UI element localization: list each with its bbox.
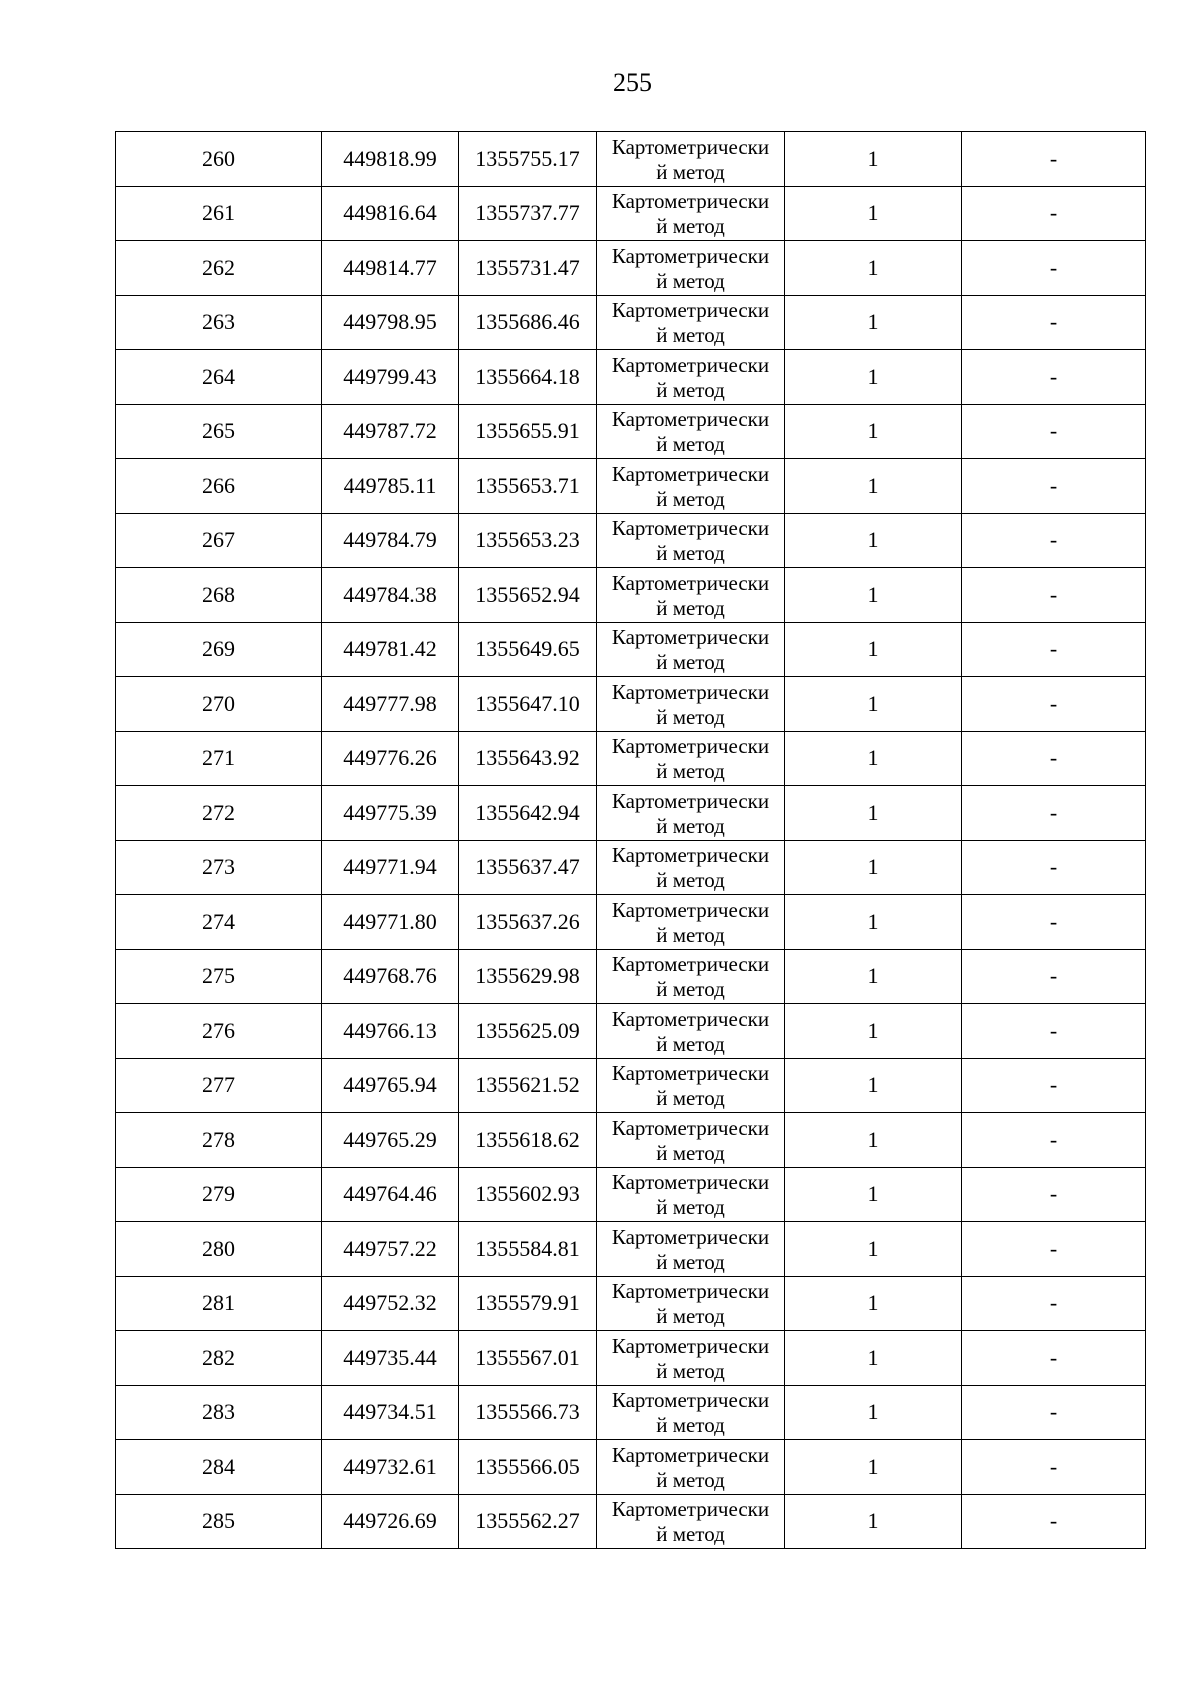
y-coordinate-cell: 1355653.71: [459, 459, 597, 514]
x-coordinate-cell: 449775.39: [322, 786, 459, 841]
method-cell: Картометрически й метод: [597, 1494, 785, 1549]
note-cell: -: [962, 840, 1146, 895]
y-coordinate-cell: 1355664.18: [459, 350, 597, 405]
y-coordinate-cell: 1355642.94: [459, 786, 597, 841]
point-number-cell: 269: [116, 622, 322, 677]
note-cell: -: [962, 731, 1146, 786]
accuracy-cell: 1: [785, 1113, 962, 1168]
method-cell: Картометрически й метод: [597, 622, 785, 677]
note-cell: -: [962, 404, 1146, 459]
accuracy-cell: 1: [785, 241, 962, 296]
y-coordinate-cell: 1355686.46: [459, 295, 597, 350]
x-coordinate-cell: 449784.38: [322, 568, 459, 623]
accuracy-cell: 1: [785, 1385, 962, 1440]
accuracy-cell: 1: [785, 1004, 962, 1059]
y-coordinate-cell: 1355755.17: [459, 132, 597, 187]
method-cell: Картометрически й метод: [597, 1167, 785, 1222]
method-cell: Картометрически й метод: [597, 1113, 785, 1168]
method-cell: Картометрически й метод: [597, 513, 785, 568]
method-cell: Картометрически й метод: [597, 1385, 785, 1440]
table-row: [116, 1222, 1146, 1277]
method-cell: Картометрически й метод: [597, 1058, 785, 1113]
y-coordinate-cell: 1355737.77: [459, 186, 597, 241]
method-cell: Картометрически й метод: [597, 1004, 785, 1059]
x-coordinate-cell: 449764.46: [322, 1167, 459, 1222]
point-number-cell: 265: [116, 404, 322, 459]
y-coordinate-cell: 1355584.81: [459, 1222, 597, 1277]
table-row: [116, 786, 1146, 841]
y-coordinate-cell: 1355562.27: [459, 1494, 597, 1549]
accuracy-cell: 1: [785, 840, 962, 895]
table-body: [116, 132, 1146, 1549]
method-cell: Картометрически й метод: [597, 132, 785, 187]
method-cell: Картометрически й метод: [597, 568, 785, 623]
x-coordinate-cell: 449798.95: [322, 295, 459, 350]
x-coordinate-cell: 449726.69: [322, 1494, 459, 1549]
table-row: [116, 404, 1146, 459]
coordinates-table: [115, 131, 1146, 1549]
y-coordinate-cell: 1355731.47: [459, 241, 597, 296]
method-cell: Картометрически й метод: [597, 459, 785, 514]
method-cell: Картометрически й метод: [597, 731, 785, 786]
note-cell: -: [962, 1004, 1146, 1059]
method-cell: Картометрически й метод: [597, 1222, 785, 1277]
table-row: [116, 1494, 1146, 1549]
x-coordinate-cell: 449734.51: [322, 1385, 459, 1440]
table-row: [116, 1058, 1146, 1113]
point-number-cell: 276: [116, 1004, 322, 1059]
point-number-cell: 284: [116, 1440, 322, 1495]
note-cell: -: [962, 1494, 1146, 1549]
y-coordinate-cell: 1355625.09: [459, 1004, 597, 1059]
note-cell: -: [962, 186, 1146, 241]
table-row: [116, 132, 1146, 187]
table-row: [116, 840, 1146, 895]
note-cell: -: [962, 1113, 1146, 1168]
accuracy-cell: 1: [785, 404, 962, 459]
table-row: [116, 186, 1146, 241]
accuracy-cell: 1: [785, 1440, 962, 1495]
table-row: [116, 568, 1146, 623]
accuracy-cell: 1: [785, 513, 962, 568]
note-cell: -: [962, 1331, 1146, 1386]
x-coordinate-cell: 449765.29: [322, 1113, 459, 1168]
table-row: [116, 1276, 1146, 1331]
x-coordinate-cell: 449765.94: [322, 1058, 459, 1113]
method-cell: Картометрически й метод: [597, 295, 785, 350]
accuracy-cell: 1: [785, 1058, 962, 1113]
table-row: [116, 622, 1146, 677]
accuracy-cell: 1: [785, 1167, 962, 1222]
x-coordinate-cell: 449771.94: [322, 840, 459, 895]
y-coordinate-cell: 1355618.62: [459, 1113, 597, 1168]
y-coordinate-cell: 1355629.98: [459, 949, 597, 1004]
method-cell: Картометрически й метод: [597, 350, 785, 405]
point-number-cell: 264: [116, 350, 322, 405]
note-cell: -: [962, 1440, 1146, 1495]
table-row: [116, 1004, 1146, 1059]
method-cell: Картометрически й метод: [597, 677, 785, 732]
x-coordinate-cell: 449766.13: [322, 1004, 459, 1059]
accuracy-cell: 1: [785, 622, 962, 677]
note-cell: -: [962, 949, 1146, 1004]
method-cell: Картометрически й метод: [597, 241, 785, 296]
table-row: [116, 1331, 1146, 1386]
page-number: 255: [613, 68, 652, 97]
note-cell: -: [962, 241, 1146, 296]
y-coordinate-cell: 1355566.05: [459, 1440, 597, 1495]
x-coordinate-cell: 449735.44: [322, 1331, 459, 1386]
x-coordinate-cell: 449771.80: [322, 895, 459, 950]
x-coordinate-cell: 449814.77: [322, 241, 459, 296]
y-coordinate-cell: 1355637.26: [459, 895, 597, 950]
accuracy-cell: 1: [785, 186, 962, 241]
note-cell: -: [962, 1276, 1146, 1331]
y-coordinate-cell: 1355621.52: [459, 1058, 597, 1113]
point-number-cell: 283: [116, 1385, 322, 1440]
x-coordinate-cell: 449776.26: [322, 731, 459, 786]
table-row: [116, 1440, 1146, 1495]
note-cell: -: [962, 513, 1146, 568]
x-coordinate-cell: 449784.79: [322, 513, 459, 568]
point-number-cell: 281: [116, 1276, 322, 1331]
note-cell: -: [962, 459, 1146, 514]
point-number-cell: 262: [116, 241, 322, 296]
x-coordinate-cell: 449768.76: [322, 949, 459, 1004]
note-cell: -: [962, 677, 1146, 732]
method-cell: Картометрически й метод: [597, 895, 785, 950]
method-cell: Картометрически й метод: [597, 786, 785, 841]
y-coordinate-cell: 1355649.65: [459, 622, 597, 677]
note-cell: -: [962, 295, 1146, 350]
note-cell: -: [962, 895, 1146, 950]
x-coordinate-cell: 449787.72: [322, 404, 459, 459]
x-coordinate-cell: 449732.61: [322, 1440, 459, 1495]
point-number-cell: 267: [116, 513, 322, 568]
point-number-cell: 285: [116, 1494, 322, 1549]
accuracy-cell: 1: [785, 1494, 962, 1549]
point-number-cell: 277: [116, 1058, 322, 1113]
x-coordinate-cell: 449777.98: [322, 677, 459, 732]
point-number-cell: 279: [116, 1167, 322, 1222]
table-row: [116, 895, 1146, 950]
x-coordinate-cell: 449799.43: [322, 350, 459, 405]
accuracy-cell: 1: [785, 949, 962, 1004]
accuracy-cell: 1: [785, 568, 962, 623]
note-cell: -: [962, 1385, 1146, 1440]
point-number-cell: 280: [116, 1222, 322, 1277]
y-coordinate-cell: 1355602.93: [459, 1167, 597, 1222]
point-number-cell: 278: [116, 1113, 322, 1168]
accuracy-cell: 1: [785, 1276, 962, 1331]
x-coordinate-cell: 449757.22: [322, 1222, 459, 1277]
point-number-cell: 260: [116, 132, 322, 187]
note-cell: -: [962, 1167, 1146, 1222]
x-coordinate-cell: 449818.99: [322, 132, 459, 187]
table-row: [116, 949, 1146, 1004]
table-row: [116, 677, 1146, 732]
y-coordinate-cell: 1355647.10: [459, 677, 597, 732]
accuracy-cell: 1: [785, 731, 962, 786]
y-coordinate-cell: 1355653.23: [459, 513, 597, 568]
x-coordinate-cell: 449785.11: [322, 459, 459, 514]
point-number-cell: 273: [116, 840, 322, 895]
point-number-cell: 268: [116, 568, 322, 623]
point-number-cell: 263: [116, 295, 322, 350]
table-row: [116, 1167, 1146, 1222]
y-coordinate-cell: 1355643.92: [459, 731, 597, 786]
point-number-cell: 282: [116, 1331, 322, 1386]
accuracy-cell: 1: [785, 1331, 962, 1386]
y-coordinate-cell: 1355655.91: [459, 404, 597, 459]
x-coordinate-cell: 449816.64: [322, 186, 459, 241]
note-cell: -: [962, 1222, 1146, 1277]
note-cell: -: [962, 622, 1146, 677]
y-coordinate-cell: 1355637.47: [459, 840, 597, 895]
point-number-cell: 271: [116, 731, 322, 786]
y-coordinate-cell: 1355567.01: [459, 1331, 597, 1386]
method-cell: Картометрически й метод: [597, 1331, 785, 1386]
table-row: [116, 295, 1146, 350]
table-row: [116, 241, 1146, 296]
method-cell: Картометрически й метод: [597, 186, 785, 241]
accuracy-cell: 1: [785, 132, 962, 187]
point-number-cell: 266: [116, 459, 322, 514]
note-cell: -: [962, 132, 1146, 187]
note-cell: -: [962, 350, 1146, 405]
table-row: [116, 1113, 1146, 1168]
table-row: [116, 731, 1146, 786]
accuracy-cell: 1: [785, 295, 962, 350]
accuracy-cell: 1: [785, 350, 962, 405]
point-number-cell: 274: [116, 895, 322, 950]
y-coordinate-cell: 1355566.73: [459, 1385, 597, 1440]
method-cell: Картометрически й метод: [597, 949, 785, 1004]
accuracy-cell: 1: [785, 1222, 962, 1277]
point-number-cell: 275: [116, 949, 322, 1004]
method-cell: Картометрически й метод: [597, 1440, 785, 1495]
accuracy-cell: 1: [785, 786, 962, 841]
point-number-cell: 270: [116, 677, 322, 732]
y-coordinate-cell: 1355579.91: [459, 1276, 597, 1331]
x-coordinate-cell: 449781.42: [322, 622, 459, 677]
x-coordinate-cell: 449752.32: [322, 1276, 459, 1331]
point-number-cell: 261: [116, 186, 322, 241]
accuracy-cell: 1: [785, 459, 962, 514]
table-row: [116, 513, 1146, 568]
method-cell: Картометрически й метод: [597, 840, 785, 895]
note-cell: -: [962, 1058, 1146, 1113]
accuracy-cell: 1: [785, 677, 962, 732]
note-cell: -: [962, 786, 1146, 841]
table-row: [116, 350, 1146, 405]
point-number-cell: 272: [116, 786, 322, 841]
method-cell: Картометрически й метод: [597, 1276, 785, 1331]
y-coordinate-cell: 1355652.94: [459, 568, 597, 623]
table-row: [116, 459, 1146, 514]
table-row: [116, 1385, 1146, 1440]
note-cell: -: [962, 568, 1146, 623]
accuracy-cell: 1: [785, 895, 962, 950]
method-cell: Картометрически й метод: [597, 404, 785, 459]
